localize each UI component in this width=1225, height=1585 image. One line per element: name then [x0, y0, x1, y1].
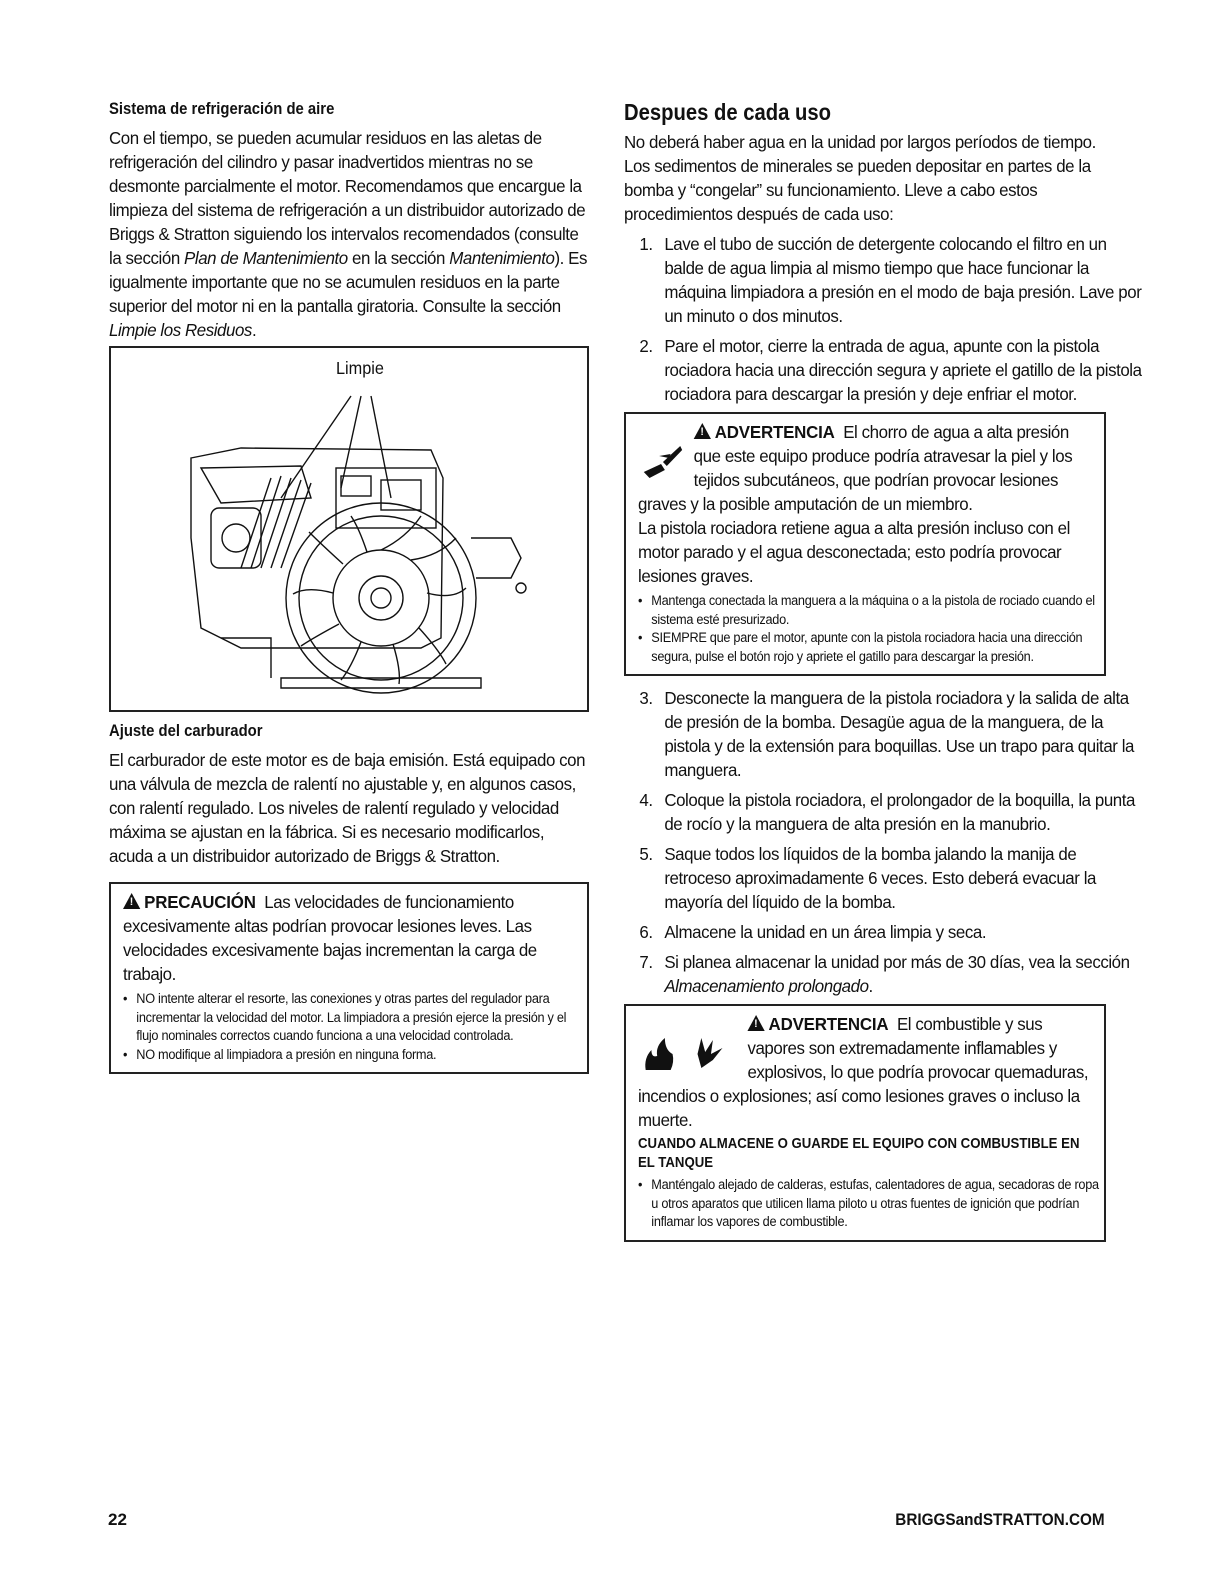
step-number: 5. [639, 844, 653, 864]
engine-figure [109, 346, 589, 712]
storage-ref: Almacenamiento prolongado [664, 976, 869, 996]
warning1-text2: La pistola rociadora retiene agua a alta presión incluso con el motor parado y el agua desconectada; esto podría provocar lesiones graves. [638, 518, 1070, 586]
steps-list-b [624, 686, 1135, 998]
cooling-heading: Sistema de refrigeración de aire [109, 100, 335, 118]
fire-explosion-icon [642, 1034, 738, 1080]
step-text: Desconecte la manguera de la pistola rociadora y la salida de alta de presión de la bomba. Desagüe agua de la manguera, de la pistola y de la extensión para boquillas. Use un trapo para quitar la manguera. [664, 688, 1135, 780]
warning-box-pressure [624, 412, 1106, 676]
cooling-ref-plan: Plan de Mantenimiento [184, 248, 348, 268]
caution-bullets [123, 990, 577, 1064]
cooling-ref-debris: Limpie los Residuos [109, 320, 252, 340]
step-text: Lave el tubo de succión de detergente colocando el filtro en un balde de agua limpia al mismo tiempo que hace funcionar la máquina limpiadora a presión en el modo de baja presión. Lave por un minuto o dos minutos. [664, 234, 1142, 326]
warning2-caps: CUANDO ALMACENE O GUARDE EL EQUIPO CON COMBUSTIBLE EN EL TANQUE [638, 1135, 1080, 1171]
list-item [624, 788, 1146, 836]
list-item [624, 842, 1146, 914]
step-number: 1. [639, 234, 653, 254]
step-number: 7. [639, 952, 653, 972]
list-item [624, 950, 1146, 998]
warning2-text [638, 1012, 1093, 1132]
left-column [109, 98, 589, 1074]
after-use-heading: Despues de cada uso [624, 99, 831, 125]
figure-label: Limpie [336, 358, 384, 378]
step-text: Almacene la unidad en un área limpia y seca. [664, 922, 987, 942]
warning-triangle-icon [747, 1015, 764, 1031]
warning2-body: El combustible y sus vapores son extremadamente inflamables y explosivos, lo que podría provocar quemaduras, incendios o explosiones; así como lesiones graves o incluso la muerte. [638, 1014, 1089, 1130]
cooling-text-3: ). Es igualmente importante que no se acumulen residuos en la parte superior del motor ni en la pantalla giratoria. Consulte la sección [109, 248, 588, 316]
cooling-text-2: en la sección [347, 248, 450, 268]
warning1-body: El chorro de agua a alta presión que este equipo produce podría atravesar la piel y los tejidos subcutáneos, que podrían provocar lesiones graves y la posible amputación de un miembro. [638, 422, 1073, 514]
step-text: Si planea almacenar la unidad por más de 30 días, vea la sección [664, 952, 1130, 972]
spray-injury-icon [642, 442, 684, 488]
warning-box-fuel [624, 1004, 1106, 1242]
list-item [624, 334, 1146, 406]
step-text: Pare el motor, cierre la entrada de agua, apunte con la pistola rociadora hacia una dirección segura y apriete el gatillo de la pistola rociadora para descargar la presión y deje enfriar el motor. [664, 336, 1142, 404]
list-item: • Manténgalo alejado de calderas, estufas, calentadores de agua, secadoras de ropa u otros aparatos que utilicen llama piloto u otras fuentes de ignición que podrían inflamar los vapores de combustible. [638, 1176, 1106, 1232]
list-item [624, 232, 1146, 328]
step-text: Saque todos los líquidos de la bomba jalando la manija de retroceso aproximadamente 6 veces. Esto deberá evacuar la mayoría del líquido de la bomba. [664, 844, 1096, 912]
cooling-text-1: Con el tiempo, se pueden acumular residuos en las aletas de refrigeración del cilindro y pasar inadvertidos mientras no se desmonte parcialmente el motor. Recomendamos que encargue la limpieza del sistema de refrigeración a un distribuidor autorizado de Briggs & Stratton siguiendo los intervalos recomendados (consulte la sección [109, 128, 586, 268]
cooling-text-4: . [251, 320, 257, 340]
list-item [624, 686, 1146, 782]
carb-heading: Ajuste del carburador [109, 722, 263, 740]
warning1-bullets [638, 592, 1094, 666]
list-item: • NO modifique al limpiadora a presión en ninguna forma. [123, 1046, 589, 1065]
engine-illustration [181, 388, 541, 708]
cooling-paragraph [109, 126, 588, 342]
warning1-text [638, 420, 1093, 516]
step-text: Coloque la pistola rociadora, el prolongador de la boquilla, la punta de rocío y la manguera de alta presión en la manubrio. [664, 790, 1135, 834]
step-number: 4. [639, 790, 653, 810]
steps-list-a [624, 232, 1142, 406]
step-text-end: . [868, 976, 873, 996]
carb-paragraph: El carburador de este motor es de baja emisión. Está equipado con una válvula de mezcla de ralentí no ajustable y, en algunos casos, con ralentí regulado. Los niveles de ralentí regulado y velocidad máxima se ajustan en la fábrica. Si es necesario modificarlos, acuda a un distribuidor autorizado de Briggs & Stratton. [109, 750, 586, 866]
warning-triangle-icon [123, 893, 140, 909]
caution-box [109, 882, 589, 1074]
warning-triangle-icon [694, 423, 711, 439]
list-item: • NO intente alterar el resorte, las conexiones y otras partes del regulador para incrementar la velocidad del motor. La limpiadora a presión ejerce la presión y el flujo nominales correctos cuando funciona a una velocidad controlada. [123, 990, 589, 1046]
warning1-title: ADVERTENCIA [714, 422, 835, 442]
step-number: 2. [639, 336, 653, 356]
list-item [624, 920, 1146, 944]
cooling-ref-maintenance: Mantenimiento [449, 248, 555, 268]
after-use-intro: No deberá haber agua en la unidad por largos períodos de tiempo. Los sedimentos de minerales se pueden depositar en partes de la bomba y “congelar” su funcionamiento. Lleve a cabo estos procedimientos después de cada uso: [624, 132, 1096, 224]
step-number: 3. [639, 688, 653, 708]
caution-body: Las velocidades de funcionamiento excesivamente altas podrían provocar lesiones leves. Las velocidades excesivamente bajas incrementan la carga de trabajo. [123, 892, 537, 984]
page-number: 22 [108, 1510, 127, 1529]
right-column [624, 98, 1142, 1242]
list-item: • Mantenga conectada la manguera a la máquina o a la pistola de rociado cuando el sistema esté presurizado. [638, 592, 1106, 629]
caution-title: PRECAUCIÓN [144, 892, 256, 912]
warning2-title: ADVERTENCIA [768, 1014, 889, 1034]
footer-website: BRIGGSandSTRATTON.COM [895, 1510, 1105, 1529]
list-item: • SIEMPRE que pare el motor, apunte con la pistola rociadora hacia una dirección segura, pulse el botón rojo y apriete el gatillo para descargar la presión. [638, 629, 1106, 666]
warning2-bullets [638, 1176, 1099, 1232]
caution-text [123, 890, 576, 986]
step-number: 6. [639, 922, 653, 942]
